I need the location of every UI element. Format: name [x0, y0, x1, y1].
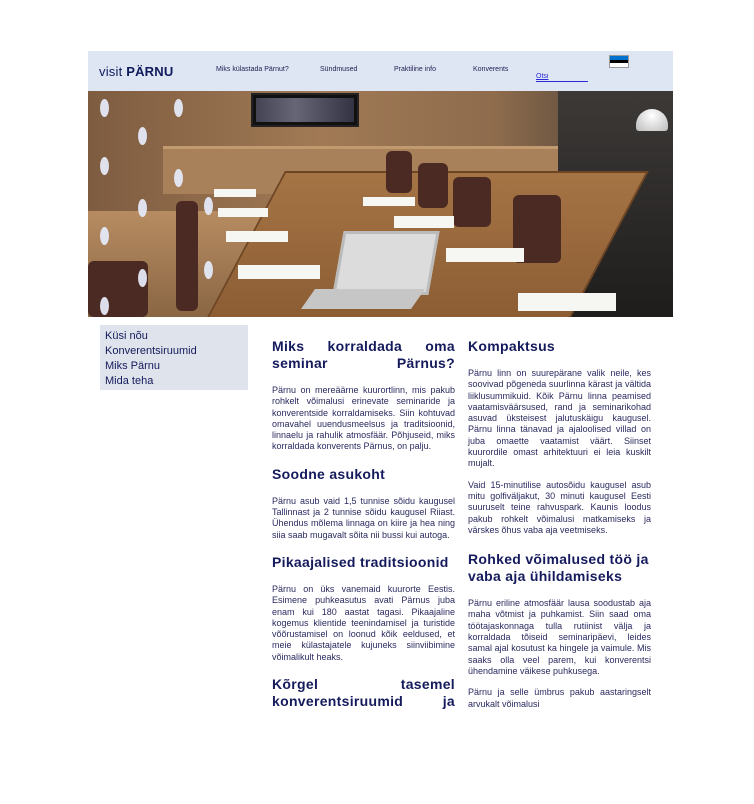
bubble-shape — [174, 99, 183, 117]
hero-tv — [251, 93, 359, 127]
nav-item-conference[interactable]: Konverents — [473, 66, 509, 73]
section-heading: Pikaajalised traditsioonid — [272, 553, 449, 570]
section-heading: Kõrgel tasemel konverentsiruumid ja — [272, 676, 455, 710]
logo-brand: PÄRNU — [126, 64, 174, 79]
search-input[interactable] — [536, 72, 588, 82]
section-heading: Rohked võimalused töö ja vaba aja ühildamiseks — [468, 551, 649, 585]
chair-shape — [453, 177, 491, 227]
chair-shape — [176, 201, 198, 311]
content-column-left — [272, 338, 455, 710]
paper-shape — [518, 293, 616, 311]
section-body: Pärnu eriline atmosfäär lausa soodustab aja maha võtmist ja puhkamist. Siin saad oma töötajaskonnaga tulla rutiinist välja ja korraldada tõiseid seminaripäevi, leides samal ajal kosutust ka hingele ja vaimule. Mis saaks olla veel parem, kui konverentsi ühendamine väikese puhkusega. — [468, 598, 651, 676]
bubble-shape — [138, 269, 147, 287]
paper-shape — [226, 231, 288, 242]
section-heading: Kompaktsus — [468, 338, 556, 354]
bubble-shape — [100, 157, 109, 175]
sidebar-menu — [100, 325, 248, 390]
bubble-shape — [138, 127, 147, 145]
search-wrapper — [536, 65, 588, 83]
sidebar-item-conference-rooms[interactable]: Konverentsiruumid — [105, 345, 197, 357]
paper-shape — [363, 197, 415, 206]
paper-shape — [218, 208, 268, 217]
section-body: Vaid 15-minutilise autosõidu kaugusel asub mitu golfiväljakut, 30 minuti kaugusel Eesti suuruselt teine rahvuspark. Kaunis loodus pakub rohkelt võimalusi matkamiseks ja värskes õhus vaba aja veetmiseks. — [468, 479, 651, 535]
hero-image — [88, 91, 673, 317]
site-header — [88, 51, 673, 91]
section-heading: Soodne asukoht — [272, 465, 386, 482]
paper-shape — [446, 248, 524, 262]
section-body: Pärnu linn on suurepärane valik neile, kes soovivad põgeneda suurlinna kärast ja vältida liiklusummikuid. Kõik Pärnu linna peamised vaatamisväärsused, rand ja seminarikohad asuvad üksteisest jalutuskäigu kaugusel. Pärnu linna tänavad ja ajaloolised villad on juba omaette vaatamist väärt. Siinset kuurordile omast arhitektuuri ei leia kuskilt mujalt. — [468, 368, 651, 469]
estonian-flag-icon[interactable] — [609, 55, 629, 68]
bubble-shape — [174, 169, 183, 187]
bubble-shape — [204, 197, 213, 215]
nav-item-events[interactable]: Sündmused — [320, 66, 358, 73]
bubble-shape — [204, 261, 213, 279]
laptop-base-shape — [301, 289, 425, 309]
bubble-shape — [100, 297, 109, 315]
nav-item-why-visit[interactable]: Miks külastada Pärnut? — [216, 66, 289, 73]
nav-item-practical-info[interactable]: Praktiline info — [394, 66, 437, 73]
paper-shape — [394, 216, 454, 228]
sidebar-item-ask-advice[interactable]: Küsi nõu — [105, 330, 148, 342]
chair-shape — [88, 261, 148, 317]
paper-shape — [238, 265, 320, 279]
sidebar-item-why-parnu[interactable]: Miks Pärnu — [105, 360, 161, 372]
chair-shape — [418, 163, 448, 208]
flag-stripe-white — [610, 63, 628, 67]
bubble-shape — [100, 99, 109, 117]
laptop-icon — [332, 231, 439, 295]
section-heading: Miks korraldada oma seminar Pärnus? — [272, 338, 455, 371]
bubble-shape — [138, 199, 147, 217]
content-column-right — [468, 338, 651, 710]
section-body: Pärnu ja selle ümbrus pakub aastaringselt arvukalt võimalusi — [468, 687, 651, 709]
site-logo[interactable] — [99, 64, 173, 79]
chair-shape — [386, 151, 412, 193]
sidebar-item-what-to-do[interactable]: Mida teha — [105, 375, 154, 387]
section-body: Pärnu on üks vanemaid kuurorte Eestis. Esimene puhkeasutus avati Pärnus juba enam kui 180 aastat tagasi. Pikaajaline kogemus klientide teenindamisel ja turistide võõrustamisel on loonud kõik eeldused, et meie külastajatele kujuneks siinviibimine võimalikult heaks. — [272, 583, 455, 662]
paper-shape — [214, 189, 256, 197]
logo-prefix: visit — [99, 64, 123, 79]
section-body: Pärnu asub vaid 1,5 tunnise sõidu kaugusel Tallinnast ja 2 tunnise sõidu kaugusel Riiast. Ühendus mõlema linnaga on kiire ja hea ning siia saab mugavalt sõita nii bussi kui autoga. — [272, 495, 455, 540]
page-container — [88, 51, 673, 317]
section-body: Pärnu on mereäärne kuurortlinn, mis pakub rohkelt võimalusi erinevate seminaride ja konverentside korraldamiseks. Siin kohtuvad omavahel uuendusmeelsus ja traditsioonid, linnaelu ja rahulik atmosfäär. Põhjuseid, miks korraldada konverents Pärnus, on palju. — [272, 385, 455, 452]
bubble-shape — [100, 227, 109, 245]
